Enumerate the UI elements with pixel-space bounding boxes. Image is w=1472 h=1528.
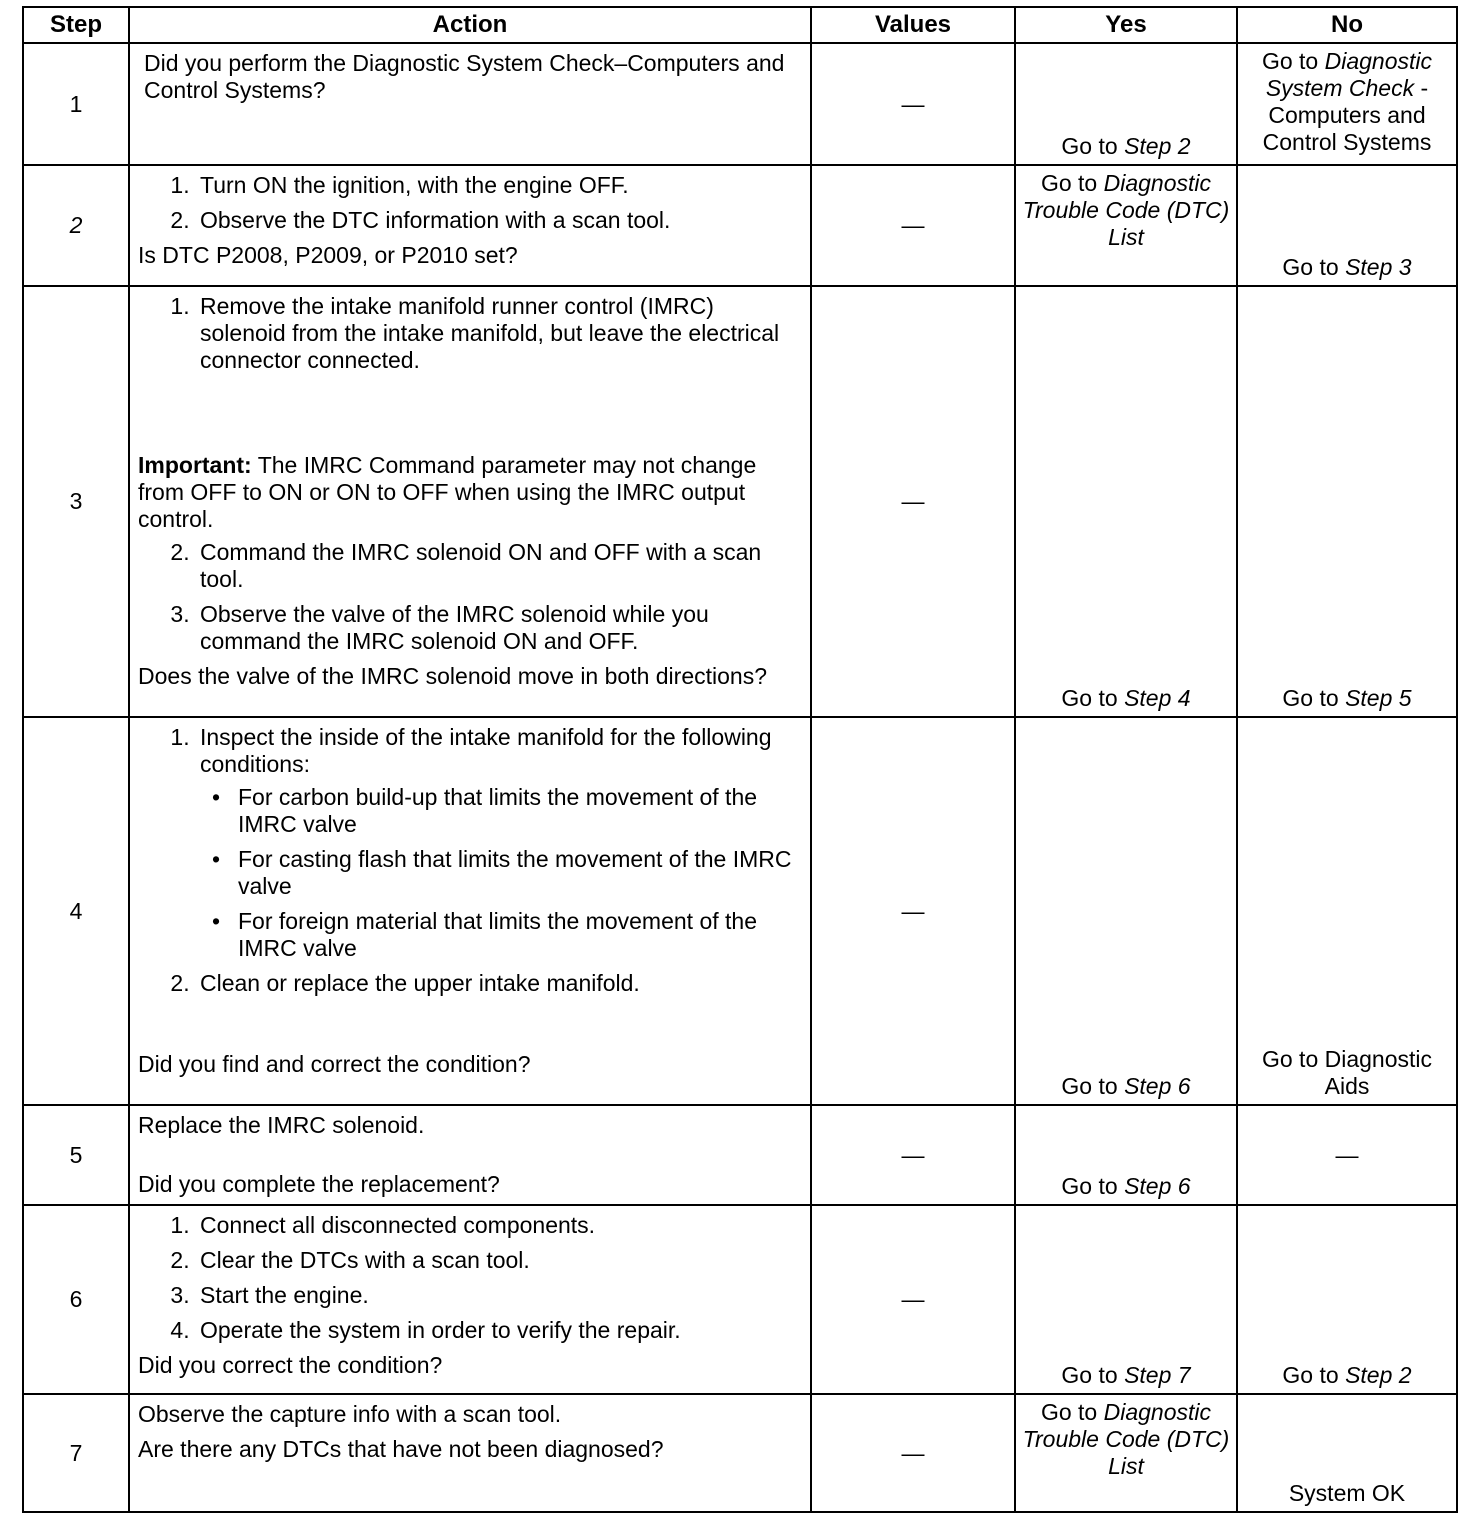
yes-cell: Go to Step 6 xyxy=(1015,1105,1237,1205)
header-yes: Yes xyxy=(1015,7,1237,43)
action-question: Did you find and correct the condition? xyxy=(138,1051,531,1077)
yes-link[interactable]: Step 2 xyxy=(1124,133,1191,159)
no-cell: Go to Step 2 xyxy=(1237,1205,1457,1394)
action-step: 2. Observe the DTC information with a scan tool. xyxy=(196,207,800,234)
header-action: Action xyxy=(129,7,811,43)
step-number: 6 xyxy=(23,1205,129,1394)
action-steps xyxy=(138,1212,800,1344)
header-values: Values xyxy=(811,7,1015,43)
no-cell xyxy=(1237,717,1457,1105)
action-step: 2. Command the IMRC solenoid ON and OFF with a scan tool. xyxy=(196,539,800,593)
action-step: 2. Clear the DTCs with a scan tool. xyxy=(196,1247,800,1274)
no-cell: System OK xyxy=(1237,1394,1457,1512)
values-cell: — xyxy=(811,1205,1015,1394)
action-steps xyxy=(138,293,800,374)
action-question: Are there any DTCs that have not been diagnosed? xyxy=(138,1436,664,1462)
no-link[interactable]: Step 3 xyxy=(1345,254,1412,280)
action-step: 1. Connect all disconnected components. xyxy=(196,1212,800,1239)
values-cell: — xyxy=(811,1394,1015,1512)
step-number: 2 xyxy=(23,165,129,286)
action-question: Is DTC P2008, P2009, or P2010 set? xyxy=(138,242,518,268)
table-row xyxy=(23,1205,1457,1394)
yes-link[interactable]: Step 6 xyxy=(1124,1073,1191,1099)
condition-item: • For foreign material that limits the movement of the IMRC valve xyxy=(234,908,800,962)
action-cell xyxy=(129,1394,811,1512)
header-no: No xyxy=(1237,7,1457,43)
no-link[interactable]: Diagnostic System Check xyxy=(1265,48,1433,101)
action-question: Did you correct the condition? xyxy=(138,1352,443,1378)
step-number: 1 xyxy=(23,43,129,165)
action-step: 3. Observe the valve of the IMRC solenoid while you command the IMRC solenoid ON and OFF. xyxy=(196,601,800,655)
diagnostic-table xyxy=(22,6,1458,1513)
yes-cell: Go to Diagnostic Trouble Code (DTC) List xyxy=(1015,1394,1237,1512)
action-question: Did you perform the Diagnostic System Check–Computers and Control Systems? xyxy=(144,50,785,103)
step-number: 3 xyxy=(23,286,129,717)
values-cell: — xyxy=(811,43,1015,165)
action-steps xyxy=(138,539,800,655)
table-row xyxy=(23,165,1457,286)
yes-cell: Go to Step 4 xyxy=(1015,286,1237,717)
action-cell xyxy=(129,717,811,1105)
header-step: Step xyxy=(23,7,129,43)
action-question: Did you complete the replacement? xyxy=(138,1171,500,1197)
yes-cell: Go to Diagnostic Trouble Code (DTC) List xyxy=(1015,165,1237,286)
action-cell xyxy=(129,165,811,286)
no-cell: Go to Step 5 xyxy=(1237,286,1457,717)
action-cell xyxy=(129,286,811,717)
no-cell: Go to Step 3 xyxy=(1237,165,1457,286)
step-number: 5 xyxy=(23,1105,129,1205)
condition-list xyxy=(200,784,800,962)
action-step: 1. Turn ON the ignition, with the engine OFF. xyxy=(196,172,800,199)
action-step: 1. Inspect the inside of the intake manifold for the following conditions: • For carbon build-up that limits the movement of the IMRC valve • For casting flash that limits the movement of the IMRC valve • For foreign material that limits the movement of the IMRC valve xyxy=(196,724,800,962)
values-cell: — xyxy=(811,286,1015,717)
yes-cell: Go to Step 7 xyxy=(1015,1205,1237,1394)
action-step: 2. Clean or replace the upper intake manifold. xyxy=(196,970,800,997)
no-link[interactable]: Go to Diagnostic Aids xyxy=(1261,1046,1433,1099)
yes-cell: Go to Step 2 xyxy=(1015,43,1237,165)
action-step: 1. Remove the intake manifold runner control (IMRC) solenoid from the intake manifold, but leave the electrical connector connected. xyxy=(196,293,800,374)
important-label: Important: xyxy=(138,452,252,478)
action-steps xyxy=(138,172,800,234)
values-cell: — xyxy=(811,1105,1015,1205)
yes-link[interactable]: Step 6 xyxy=(1124,1173,1191,1199)
no-link[interactable]: Step 2 xyxy=(1345,1362,1412,1388)
important-note: Important: The IMRC Command parameter may not change from OFF to ON or ON to OFF when using the IMRC output control. xyxy=(138,452,757,532)
step-number: 4 xyxy=(23,717,129,1105)
values-cell: — xyxy=(811,165,1015,286)
yes-cell: Go to Step 6 xyxy=(1015,717,1237,1105)
action-cell xyxy=(129,1205,811,1394)
table-row xyxy=(23,717,1457,1105)
action-text: Observe the capture info with a scan tool. xyxy=(138,1401,562,1427)
action-step: 3. Start the engine. xyxy=(196,1282,800,1309)
table-row xyxy=(23,43,1457,165)
step-number: 7 xyxy=(23,1394,129,1512)
action-cell xyxy=(129,43,811,165)
table-row xyxy=(23,286,1457,717)
action-cell xyxy=(129,1105,811,1205)
table-row xyxy=(23,1105,1457,1205)
header-row xyxy=(23,7,1457,43)
table-row xyxy=(23,1394,1457,1512)
values-cell: — xyxy=(811,717,1015,1105)
action-question: Does the valve of the IMRC solenoid move in both directions? xyxy=(138,663,767,689)
yes-link[interactable]: Diagnostic Trouble Code (DTC) List xyxy=(1022,1399,1230,1479)
no-link[interactable]: Step 5 xyxy=(1345,685,1412,711)
yes-link[interactable]: Diagnostic Trouble Code (DTC) List xyxy=(1022,170,1230,250)
no-cell: Go to Diagnostic System Check - Computers and Control Systems xyxy=(1237,43,1457,165)
condition-item: • For casting flash that limits the movement of the IMRC valve xyxy=(234,846,800,900)
action-steps xyxy=(138,724,800,997)
yes-link[interactable]: Step 7 xyxy=(1124,1362,1191,1388)
no-cell: — xyxy=(1237,1105,1457,1205)
condition-item: • For carbon build-up that limits the movement of the IMRC valve xyxy=(234,784,800,838)
action-text: Replace the IMRC solenoid. xyxy=(138,1112,425,1138)
action-step: 4. Operate the system in order to verify the repair. xyxy=(196,1317,800,1344)
yes-link[interactable]: Step 4 xyxy=(1124,685,1191,711)
